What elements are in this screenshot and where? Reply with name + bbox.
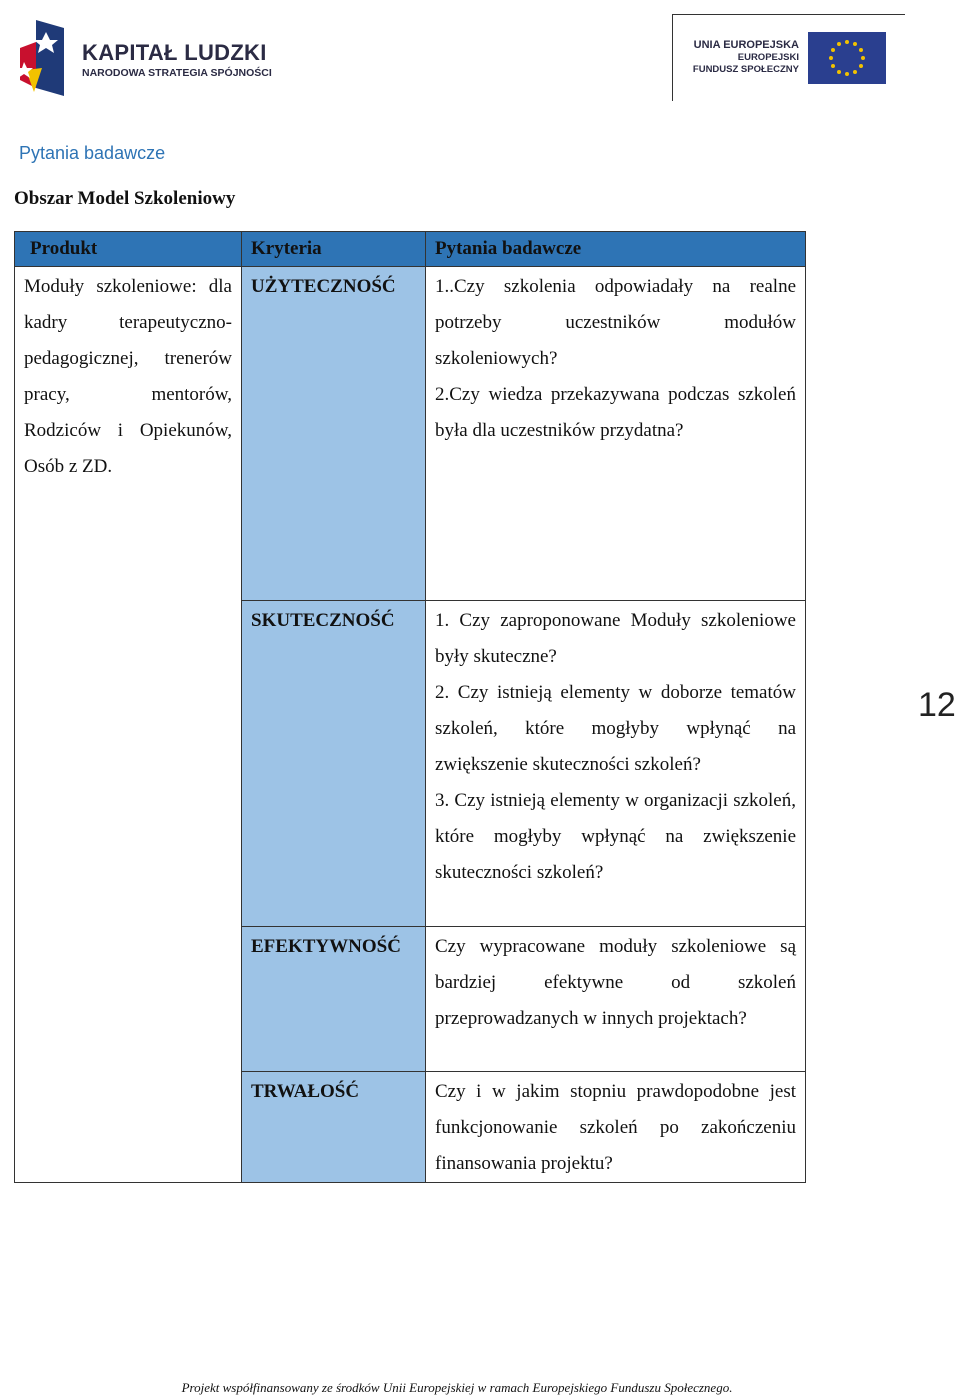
questions-cell (426, 601, 806, 927)
kapital-ludzki-logo (16, 18, 272, 100)
question-text: 1. Czy zaproponowane Moduły szkoleniowe były skuteczne? (435, 610, 796, 667)
question-text: 2. Czy istnieją elementy w doborze tematów szkoleń, które mogłyby wpłynąć na zwiększenie skuteczności szkoleń? (435, 682, 796, 775)
question-text: 3. Czy istnieją elementy w organizacji szkoleń, które mogłyby wpłynąć na zwiększenie skuteczności szkoleń? (435, 790, 796, 883)
question-text: Czy wypracowane moduły szkoleniowe są bardziej efektywne od szkoleń przeprowadzanych w innych projektach? (435, 936, 796, 1029)
research-questions-table (14, 231, 806, 1183)
section-title: Pytania badawcze (19, 143, 166, 163)
questions-cell (426, 267, 806, 601)
logo-title: KAPITAŁ LUDZKI (82, 40, 267, 65)
eu-logo (672, 14, 905, 101)
eu-logo-line2: EUROPEJSKI (737, 52, 799, 63)
criterion-cell: SKUTECZNOŚĆ (242, 601, 426, 927)
footer-note: Projekt współfinansowany ze środków Unii Europejskiej w ramach Europejskiego Funduszu Społecznego. (181, 1380, 733, 1395)
header-criteria: Kryteria (242, 232, 426, 267)
header-questions: Pytania badawcze (426, 232, 806, 267)
kapital-ludzki-emblem-icon (16, 18, 68, 98)
criterion-cell: UŻYTECZNOŚĆ (242, 267, 426, 601)
table-row (15, 267, 806, 601)
question-text: Czy i w jakim stopniu prawdopodobne jest funkcjonowanie szkoleń po zakończeniu finansowania projektu? (435, 1081, 796, 1174)
header-product: Produkt (15, 232, 242, 267)
eu-logo-text (691, 39, 799, 76)
page-number: 12 (918, 686, 956, 724)
eu-flag-icon (808, 32, 886, 84)
questions-cell (426, 927, 806, 1072)
criterion-cell: EFEKTYWNOŚĆ (242, 927, 426, 1072)
eu-logo-line1: UNIA EUROPEJSKA (693, 39, 799, 51)
criterion-cell: TRWAŁOŚĆ (242, 1072, 426, 1183)
question-text: 2.Czy wiedza przekazywana podczas szkoleń była dla uczestników przydatna? (435, 384, 796, 441)
table-header-row (15, 232, 806, 267)
questions-cell (426, 1072, 806, 1183)
product-cell: Moduły szkoleniowe: dla kadry terapeutyczno-pedagogicznej, trenerów pracy, mentorów, Rodziców i Opiekunów, Osób z ZD. (15, 267, 242, 1183)
question-text: 1..Czy szkolenia odpowiadały na realne potrzeby uczestników modułów szkoleniowych? (435, 276, 796, 369)
area-title: Obszar Model Szkoleniowy (14, 188, 236, 209)
logo-subtitle: NARODOWA STRATEGIA SPÓJNOŚCI (82, 67, 272, 79)
eu-logo-line3: FUNDUSZ SPOŁECZNY (692, 64, 799, 75)
